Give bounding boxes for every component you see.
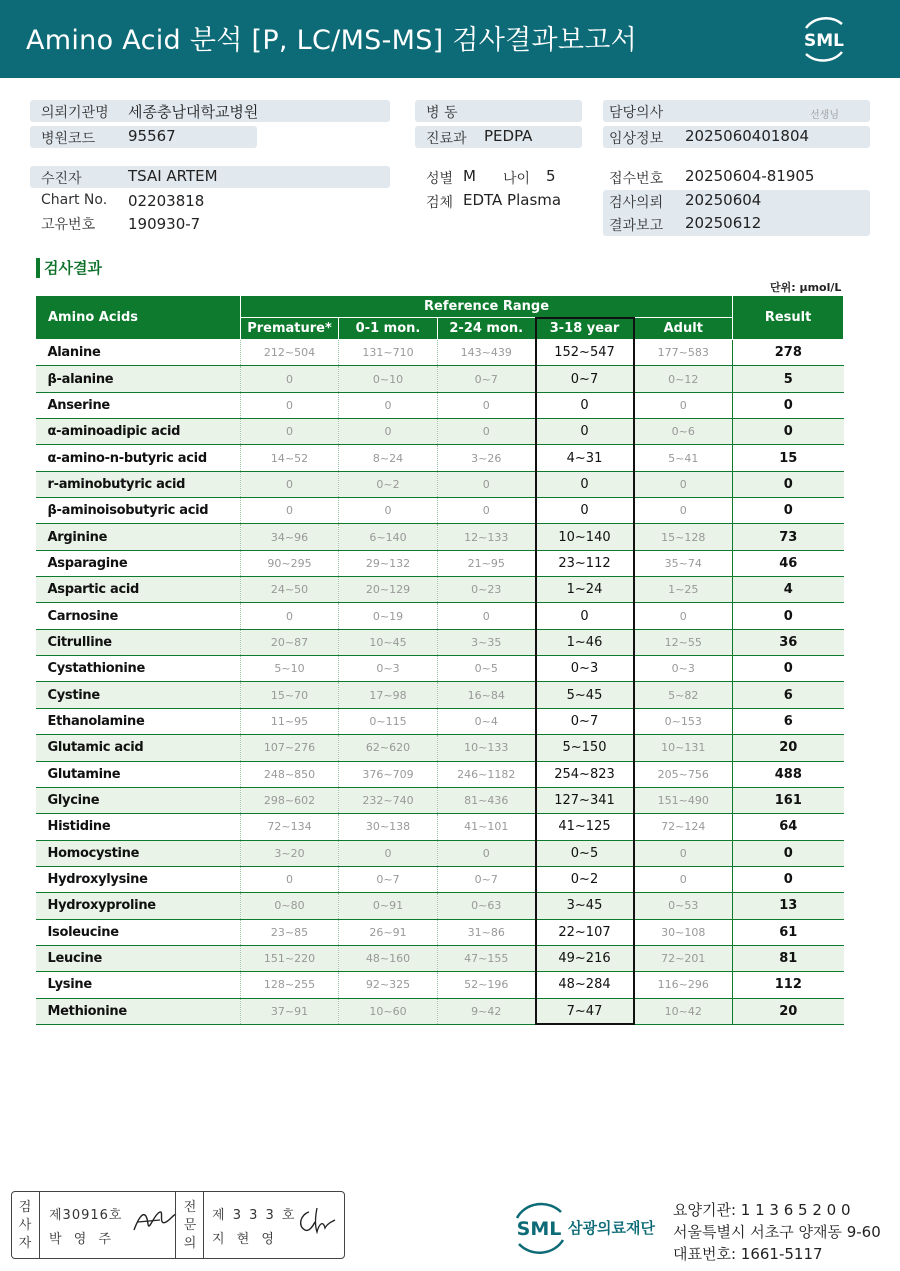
clinical-value: 2025060401804 [685,127,810,145]
reference-range-cell: 0~7 [438,366,536,392]
reference-range-cell: 0 [438,471,536,497]
reference-range-cell: 23~112 [536,550,634,576]
result-value: 0 [733,471,844,497]
sml-logo-icon [796,12,852,66]
reference-range-cell: 5~82 [634,682,733,708]
amino-acid-name: β-aminoisobutyric acid [36,498,241,524]
table-row [36,972,844,998]
table-row [36,919,844,945]
reference-range-cell: 1~25 [634,577,733,603]
sml-footer-logo-text: SML [516,1218,562,1240]
reference-range-cell: 81~436 [438,787,536,813]
table-row [36,498,844,524]
reference-range-cell: 0~53 [634,893,733,919]
reference-range-cell: 23~85 [241,919,339,945]
table-row [36,787,844,813]
signer2-name: 지 현 영 [212,1232,278,1247]
result-value: 161 [733,787,844,813]
reference-range-cell: 0~10 [339,366,438,392]
amino-acid-name: α-amino-n-butyric acid [36,445,241,471]
reference-range-cell: 0 [634,471,733,497]
reference-range-cell: 37~91 [241,998,339,1024]
unique-value: 190930-7 [128,215,201,233]
reference-range-cell: 90~295 [241,550,339,576]
amino-acid-name: Glutamic acid [36,735,241,761]
reference-range-cell: 151~490 [634,787,733,813]
institution-label: 의뢰기관명 [41,105,109,121]
reference-range-cell: 127~341 [536,787,634,813]
reference-range-cell: 246~1182 [438,761,536,787]
table-row [36,945,844,971]
table-row [36,366,844,392]
hospital-code-label: 병원코드 [41,131,96,147]
reference-range-cell: 92~325 [339,972,438,998]
signer1-license: 제30916호 [49,1208,123,1223]
reference-range-cell: 34~96 [241,524,339,550]
reference-range-cell: 0 [438,840,536,866]
col-header-2-24-mon: 2-24 mon. [438,318,536,340]
reference-range-cell: 26~91 [339,919,438,945]
reference-range-cell: 0~19 [339,603,438,629]
section-marker [36,258,40,278]
reference-range-cell: 12~133 [438,524,536,550]
signature-2-icon [295,1204,339,1238]
result-value: 6 [733,708,844,734]
table-row [36,340,844,366]
amino-acid-name: α-aminoadipic acid [36,419,241,445]
reference-range-cell: 0 [634,603,733,629]
table-row [36,708,844,734]
reference-range-cell: 29~132 [339,550,438,576]
reference-range-cell: 0 [536,498,634,524]
col-header-adult: Adult [634,318,733,340]
reference-range-cell: 9~42 [438,998,536,1024]
table-row [36,814,844,840]
signer1-role-char-3: 자 [18,1236,32,1251]
result-value: 13 [733,893,844,919]
table-row [36,629,844,655]
table-row [36,392,844,418]
sex-value: M [463,167,476,185]
reference-range-cell: 0~3 [536,656,634,682]
amino-acid-name: Aspartic acid [36,577,241,603]
age-value: 5 [546,167,556,185]
result-value: 36 [733,629,844,655]
reference-range-cell: 0~4 [438,708,536,734]
reference-range-cell: 4~31 [536,445,634,471]
amino-acid-name: Alanine [36,340,241,366]
result-value: 20 [733,998,844,1024]
reference-range-cell: 0 [634,840,733,866]
doctor-suffix: 선생님 [810,110,839,121]
table-row [36,893,844,919]
reference-range-cell: 20~129 [339,577,438,603]
reference-range-cell: 30~108 [634,919,733,945]
amino-acid-name: Anserine [36,392,241,418]
result-value: 488 [733,761,844,787]
reference-range-cell: 0 [438,498,536,524]
result-value: 0 [733,419,844,445]
reference-range-cell: 177~583 [634,340,733,366]
col-header-premature: Premature* [241,318,339,340]
result-value: 61 [733,919,844,945]
reference-range-cell: 0 [339,840,438,866]
col-header-3-18-year: 3-18 year [536,318,634,340]
signer1-name: 박 영 주 [49,1232,115,1247]
reference-range-cell: 128~255 [241,972,339,998]
reference-range-cell: 0 [241,866,339,892]
amino-acid-name: Ethanolamine [36,708,241,734]
reference-range-cell: 47~155 [438,945,536,971]
amino-acid-name: Arginine [36,524,241,550]
patient-value: TSAI ARTEM [128,167,218,185]
result-value: 0 [733,840,844,866]
signer1-role-char-2: 사 [18,1218,32,1233]
result-value: 0 [733,656,844,682]
requested-label: 검사의뢰 [609,195,664,211]
reference-range-cell: 5~41 [634,445,733,471]
reference-range-cell: 0 [339,392,438,418]
address: 서울특별시 서초구 양재동 9-60 [673,1223,881,1241]
reference-range-cell: 298~602 [241,787,339,813]
reference-range-cell: 1~46 [536,629,634,655]
reference-range-cell: 10~133 [438,735,536,761]
reference-range-cell: 5~10 [241,656,339,682]
reference-range-cell: 248~850 [241,761,339,787]
reference-range-cell: 0 [241,366,339,392]
reference-range-cell: 10~60 [339,998,438,1024]
amino-acid-name: Histidine [36,814,241,840]
reference-range-cell: 0~12 [634,366,733,392]
amino-acid-name: Isoleucine [36,919,241,945]
amino-acid-name: Glycine [36,787,241,813]
reference-range-cell: 35~74 [634,550,733,576]
amino-acid-name: β-alanine [36,366,241,392]
result-value: 15 [733,445,844,471]
reference-range-cell: 5~150 [536,735,634,761]
reference-range-cell: 14~52 [241,445,339,471]
reference-range-cell: 116~296 [634,972,733,998]
amino-acid-name: Leucine [36,945,241,971]
amino-acid-name: Asparagine [36,550,241,576]
result-value: 278 [733,340,844,366]
reference-range-cell: 0~3 [339,656,438,682]
table-row [36,682,844,708]
table-row [36,524,844,550]
reference-range-cell: 0 [438,603,536,629]
reference-range-cell: 151~220 [241,945,339,971]
reference-range-cell: 15~70 [241,682,339,708]
result-value: 64 [733,814,844,840]
reference-range-cell: 0 [536,392,634,418]
reference-range-cell: 0~115 [339,708,438,734]
sml-footer-logo-icon [509,1198,571,1258]
table-row [36,866,844,892]
section-title: 검사결과 [44,259,102,277]
amino-acid-name: Lysine [36,972,241,998]
result-value: 0 [733,498,844,524]
reference-range-cell: 72~201 [634,945,733,971]
reference-range-cell: 48~284 [536,972,634,998]
result-value: 5 [733,366,844,392]
reference-range-cell: 3~45 [536,893,634,919]
reference-range-cell: 212~504 [241,340,339,366]
reference-range-cell: 0~7 [536,708,634,734]
table-row [36,735,844,761]
reference-range-cell: 131~710 [339,340,438,366]
report-title: Amino Acid 분석 [P, LC/MS-MS] 검사결과보고서 [26,25,638,56]
requested-value: 20250604 [685,191,762,209]
reference-range-cell: 0 [536,419,634,445]
signer2-role-char-2: 문 [183,1218,197,1233]
reference-range-cell: 0 [634,498,733,524]
signer2-role-char-1: 전 [183,1200,197,1215]
reference-range-cell: 10~140 [536,524,634,550]
reference-range-cell: 72~124 [634,814,733,840]
reference-range-cell: 7~47 [536,998,634,1024]
chart-value: 02203818 [128,192,205,210]
result-value: 4 [733,577,844,603]
patient-label: 수진자 [41,171,82,187]
reference-range-cell: 20~87 [241,629,339,655]
reference-range-cell: 0 [339,419,438,445]
doctor-label: 담당의사 [609,105,664,121]
reference-range-cell: 0~80 [241,893,339,919]
sml-logo-text: SML [804,31,844,51]
amino-acid-name: r-aminobutyric acid [36,471,241,497]
reference-range-cell: 6~140 [339,524,438,550]
amino-acid-table [35,295,844,1025]
reference-range-cell: 41~101 [438,814,536,840]
reference-range-cell: 41~125 [536,814,634,840]
signer2-license: 제 3 3 3 호 [212,1208,297,1223]
reference-range-cell: 22~107 [536,919,634,945]
result-value: 73 [733,524,844,550]
reference-range-cell: 0~3 [634,656,733,682]
unit-label: 단위: μmol/L [770,281,842,294]
reference-range-cell: 143~439 [438,340,536,366]
reference-range-cell: 0~153 [634,708,733,734]
reference-range-cell: 152~547 [536,340,634,366]
department-value: PEDPA [484,127,533,145]
amino-acid-name: Cystine [36,682,241,708]
phone: 대표번호: 1661-5117 [673,1245,823,1263]
table-row [36,471,844,497]
age-label: 나이 [503,171,531,187]
signature-box [11,1191,345,1259]
reference-range-cell: 0 [241,419,339,445]
reference-range-cell: 0~91 [339,893,438,919]
amino-acid-name: Hydroxyproline [36,893,241,919]
institution-code: 요양기관: 1 1 3 6 5 2 0 0 [673,1201,851,1219]
amino-acid-name: Cystathionine [36,656,241,682]
amino-acid-name: Glutamine [36,761,241,787]
reference-range-cell: 10~42 [634,998,733,1024]
reference-range-cell: 0~2 [339,471,438,497]
reference-range-cell: 232~740 [339,787,438,813]
reference-range-cell: 5~45 [536,682,634,708]
reference-range-cell: 0 [438,419,536,445]
reference-range-cell: 48~160 [339,945,438,971]
reference-range-cell: 3~26 [438,445,536,471]
result-value: 0 [733,866,844,892]
reference-range-cell: 30~138 [339,814,438,840]
table-row [36,761,844,787]
reference-range-cell: 0~23 [438,577,536,603]
reference-range-cell: 0 [536,603,634,629]
amino-acid-name: Hydroxylysine [36,866,241,892]
reference-range-cell: 0 [634,866,733,892]
reference-range-cell: 0~7 [536,366,634,392]
col-header-amino-acids: Amino Acids [36,296,241,340]
reference-range-cell: 0~2 [536,866,634,892]
reference-range-cell: 0 [241,392,339,418]
unique-label: 고유번호 [41,217,96,233]
receipt-value: 20250604-81905 [685,167,815,185]
reference-range-cell: 3~20 [241,840,339,866]
table-row [36,998,844,1024]
reference-range-cell: 10~131 [634,735,733,761]
table-row [36,445,844,471]
signature-1-icon [130,1204,178,1238]
clinical-label: 임상정보 [609,131,664,147]
reference-range-cell: 205~756 [634,761,733,787]
reference-range-cell: 72~134 [241,814,339,840]
reference-range-cell: 3~35 [438,629,536,655]
report-header [0,0,900,78]
col-header-0-1-mon: 0-1 mon. [339,318,438,340]
reference-range-cell: 62~620 [339,735,438,761]
result-value: 81 [733,945,844,971]
result-value: 0 [733,392,844,418]
reference-range-cell: 254~823 [536,761,634,787]
reference-range-cell: 24~50 [241,577,339,603]
reference-range-cell: 12~55 [634,629,733,655]
amino-acid-name: Carnosine [36,603,241,629]
table-row [36,419,844,445]
hospital-code-value: 95567 [128,127,176,145]
signer2-role-char-3: 의 [183,1236,197,1251]
reference-range-cell: 52~196 [438,972,536,998]
reference-range-cell: 11~95 [241,708,339,734]
reference-range-cell: 0 [241,603,339,629]
reference-range-cell: 0~63 [438,893,536,919]
result-value: 112 [733,972,844,998]
reference-range-cell: 0~7 [339,866,438,892]
reference-range-cell: 16~84 [438,682,536,708]
reference-range-cell: 8~24 [339,445,438,471]
col-header-reference-range: Reference Range [241,296,733,318]
amino-acid-name: Methionine [36,998,241,1024]
result-value: 6 [733,682,844,708]
signer1-role-char-1: 검 [18,1200,32,1215]
reported-label: 결과보고 [609,218,664,234]
table-row [36,603,844,629]
amino-acid-name: Homocystine [36,840,241,866]
reference-range-cell: 0~5 [536,840,634,866]
chart-label: Chart No. [41,192,108,208]
reference-range-cell: 0 [241,471,339,497]
specimen-label: 검체 [426,195,454,211]
reference-range-cell: 0 [241,498,339,524]
reference-range-cell: 0 [339,498,438,524]
reference-range-cell: 49~216 [536,945,634,971]
reference-range-cell: 0 [536,471,634,497]
specimen-value: EDTA Plasma [463,191,562,209]
reference-range-cell: 0 [438,392,536,418]
reference-range-cell: 107~276 [241,735,339,761]
reference-range-cell: 1~24 [536,577,634,603]
result-value: 0 [733,603,844,629]
result-value: 46 [733,550,844,576]
reference-range-cell: 17~98 [339,682,438,708]
reference-range-cell: 376~709 [339,761,438,787]
col-header-result: Result [733,296,844,340]
result-value: 20 [733,735,844,761]
reference-range-cell: 15~128 [634,524,733,550]
reference-range-cell: 0~7 [438,866,536,892]
table-row [36,656,844,682]
department-label: 진료과 [426,131,467,147]
table-row [36,577,844,603]
amino-acid-name: Citrulline [36,629,241,655]
institution-value: 세종충남대학교병원 [128,103,259,121]
reference-range-cell: 0~5 [438,656,536,682]
reported-value: 20250612 [685,214,762,232]
sex-label: 성별 [426,171,454,187]
ward-label: 병 동 [426,105,458,121]
reference-range-cell: 21~95 [438,550,536,576]
table-row [36,550,844,576]
reference-range-cell: 10~45 [339,629,438,655]
organization-name: 삼광의료재단 [568,1219,655,1237]
reference-range-cell: 31~86 [438,919,536,945]
reference-range-cell: 0~6 [634,419,733,445]
table-row [36,840,844,866]
receipt-label: 접수번호 [609,171,664,187]
reference-range-cell: 0 [634,392,733,418]
